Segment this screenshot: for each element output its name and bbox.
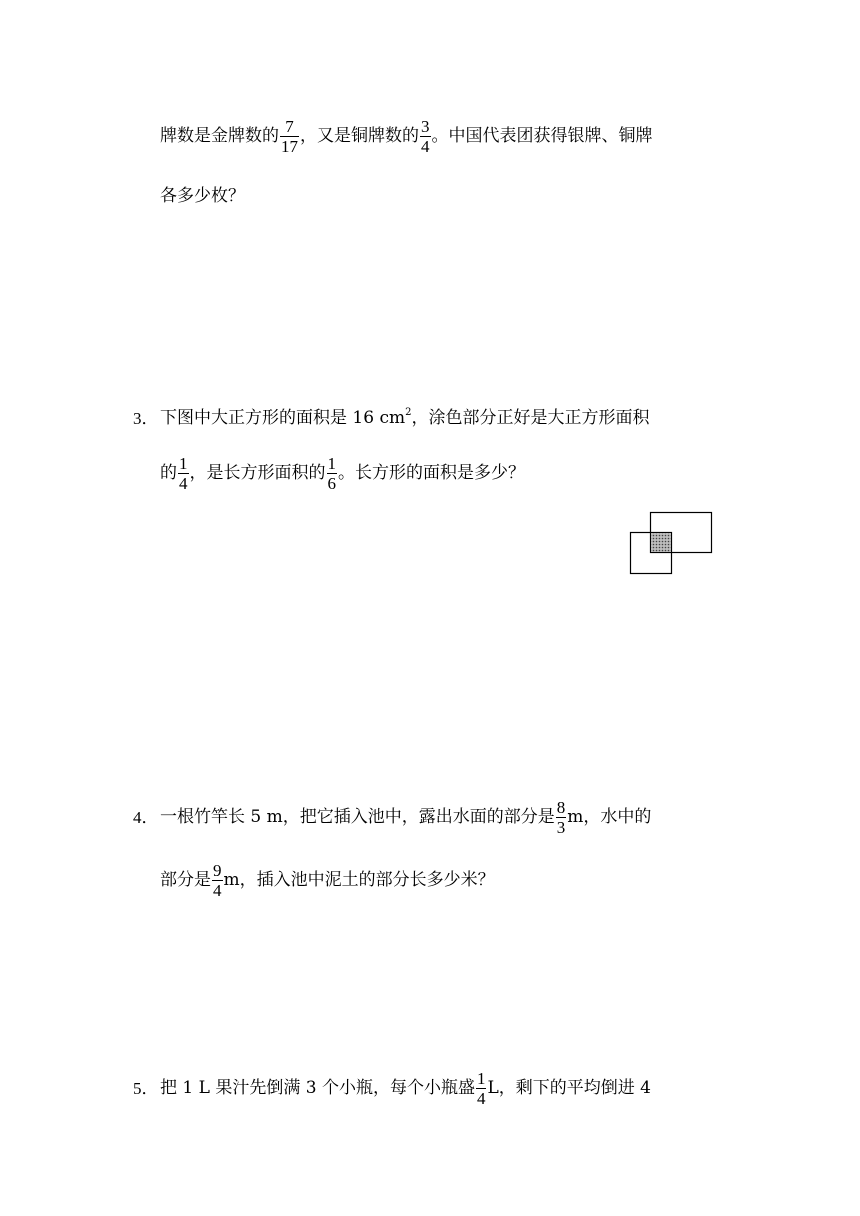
q3-text-a: 下图中大正方形的面积是 16 cm: [160, 408, 406, 428]
q4-frac1-numerator: 8: [556, 798, 566, 817]
q4-text-c: 部分是: [160, 870, 211, 891]
q3-fraction-1-6: [327, 455, 338, 493]
q5-frac1-denominator: 4: [476, 1088, 486, 1108]
shaded-overlap: [651, 533, 672, 553]
q2-fraction-3-4: [420, 118, 431, 156]
q3-text-c: 的: [160, 463, 177, 484]
q2-text-a: 牌数是金牌数的: [160, 126, 279, 147]
q4-text-d: m，插入池中泥土的部分长多少米？: [223, 870, 495, 891]
q2-text-b: ，又是铜牌数的: [300, 126, 419, 147]
q4-text-b: m，水中的: [567, 807, 652, 828]
q3-line2: [160, 455, 525, 493]
overlap-figure: [628, 510, 716, 576]
q2-frac2-numerator: 3: [421, 117, 430, 136]
q3-text-d: ，是长方形面积的: [189, 463, 326, 484]
q2-text-line2: 各多少枚？: [160, 186, 245, 206]
q3-text-e: 。长方形的面积是多少？: [338, 463, 525, 484]
q3-superscript: 2: [405, 406, 412, 418]
q5-text-b: L，剩下的平均倒进 4: [487, 1078, 651, 1099]
q2-line1: [160, 118, 653, 156]
q3-frac1-denominator: 4: [179, 473, 188, 493]
q2-frac1-denominator: 17: [281, 136, 298, 156]
q4-frac2-numerator: 9: [213, 861, 222, 880]
q2-frac1-numerator: 7: [285, 117, 294, 136]
q5-line1: [133, 1070, 651, 1108]
q4-text-a: 一根竹竿长 5 m，把它插入池中，露出水面的部分是: [160, 807, 555, 828]
q4-frac2-denominator: 4: [213, 880, 222, 900]
q4-line2: [160, 862, 495, 900]
q5-text-a: 把 1 L 果汁先倒满 3 个小瓶，每个小瓶盛: [160, 1078, 475, 1099]
q5-frac1-numerator: 1: [476, 1069, 486, 1088]
q3-number: 3．: [133, 409, 159, 428]
q5-number: 5．: [133, 1079, 159, 1099]
q4-frac1-denominator: 3: [556, 817, 566, 837]
q3-fraction-1-4: [178, 455, 189, 493]
q2-text-c: 。中国代表团获得银牌、铜牌: [431, 126, 653, 147]
q4-number: 4．: [133, 808, 159, 828]
q2-line2: [160, 188, 245, 205]
q3-frac1-numerator: 1: [179, 454, 188, 473]
q5-fraction-1-4: [476, 1070, 487, 1108]
q4-fraction-8-3: [556, 799, 567, 837]
q3-frac2-numerator: 1: [327, 454, 336, 473]
q2-frac2-denominator: 4: [421, 136, 430, 156]
q3-frac2-denominator: 6: [327, 473, 336, 493]
q4-fraction-9-4: [212, 862, 223, 900]
q3-text-b: ，涂色部分正好是大正方形面积: [411, 408, 650, 428]
q3-line1: [133, 406, 650, 428]
q4-line1: [133, 799, 651, 837]
q2-fraction-7-17: [280, 118, 299, 156]
